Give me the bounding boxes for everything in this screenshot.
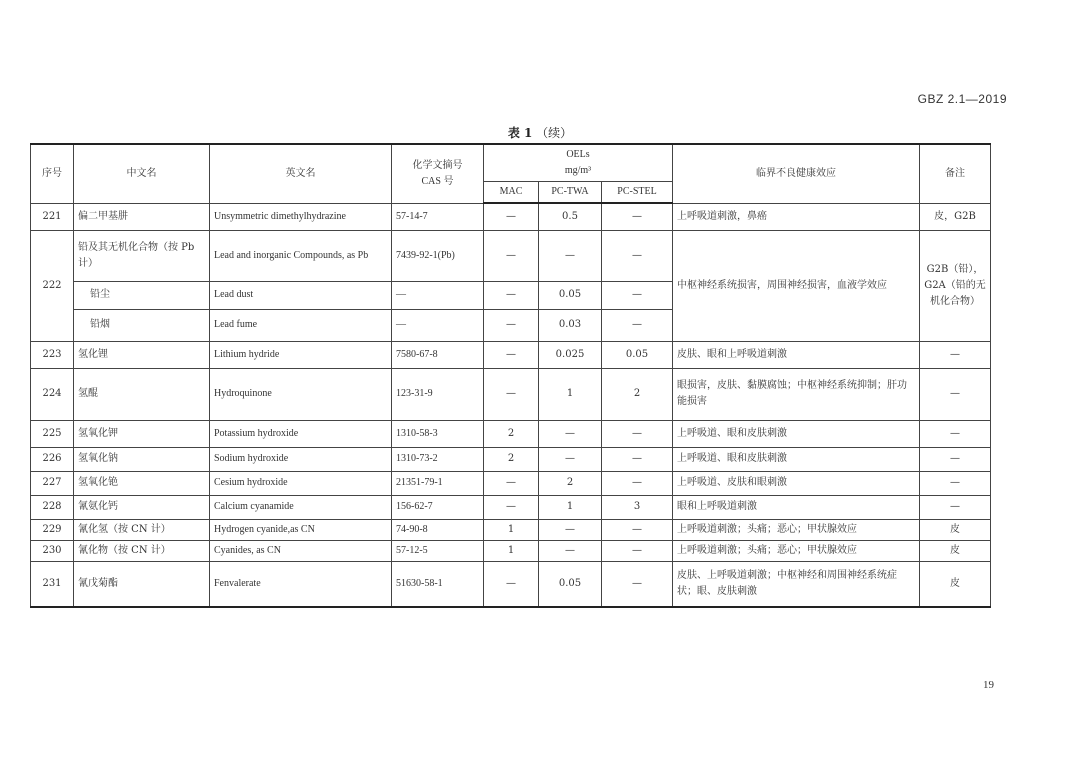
cell-seq: 230 — [31, 540, 74, 561]
cell-note: — — [920, 420, 991, 447]
cell-mac: 2 — [484, 447, 539, 471]
col-header-note: 备注 — [920, 144, 991, 203]
col-header-pc-twa: PC-TWA — [539, 181, 602, 203]
cell-pc-stel: — — [602, 519, 673, 540]
cell-mac: 1 — [484, 519, 539, 540]
cell-seq: 221 — [31, 203, 74, 230]
oel-table — [30, 143, 991, 608]
col-header-cn-name: 中文名 — [74, 144, 210, 203]
cell-pc-twa: — — [539, 230, 602, 281]
cell-en-name: Cyanides, as CN — [210, 540, 392, 561]
table-row — [31, 368, 991, 420]
cell-note: — — [920, 447, 991, 471]
cell-pc-twa: 0.05 — [539, 561, 602, 607]
cell-pc-stel: 0.05 — [602, 341, 673, 368]
cell-effect: 上呼吸道刺激；头痛；恶心；甲状腺效应 — [673, 540, 920, 561]
cell-note: 皮 — [920, 540, 991, 561]
cell-cas: 21351-79-1 — [392, 471, 484, 495]
cell-cn-name: 氰戊菊酯 — [74, 561, 210, 607]
cell-cn-name: 氰化物（按 CN 计） — [74, 540, 210, 561]
cell-pc-stel: 3 — [602, 495, 673, 519]
col-header-seq: 序号 — [31, 144, 74, 203]
cell-note: 皮 — [920, 519, 991, 540]
cell-effect: 上呼吸道刺激，鼻癌 — [673, 203, 920, 230]
cell-cn-name: 氢醌 — [74, 368, 210, 420]
cell-pc-twa: — — [539, 540, 602, 561]
cell-note: 皮 — [920, 561, 991, 607]
cell-pc-stel: — — [602, 230, 673, 281]
cell-pc-stel: — — [602, 281, 673, 309]
cell-pc-twa: 1 — [539, 495, 602, 519]
cell-cas: 1310-58-3 — [392, 420, 484, 447]
cell-mac: — — [484, 203, 539, 230]
col-header-effect: 临界不良健康效应 — [673, 144, 920, 203]
cell-note: 皮，G2B — [920, 203, 991, 230]
cell-en-name: Lead fume — [210, 309, 392, 341]
table-row — [31, 341, 991, 368]
cell-effect: 上呼吸道、皮肤和眼刺激 — [673, 471, 920, 495]
cell-note: — — [920, 495, 991, 519]
cell-pc-twa: 0.025 — [539, 341, 602, 368]
cell-cn-name: 氢化锂 — [74, 341, 210, 368]
table-row — [31, 420, 991, 447]
cell-en-name: Cesium hydroxide — [210, 471, 392, 495]
cell-en-name: Unsymmetric dimethylhydrazine — [210, 203, 392, 230]
cell-seq: 228 — [31, 495, 74, 519]
col-header-cas-line1: 化学文摘号 — [412, 159, 463, 171]
table-caption — [0, 124, 1080, 141]
table-caption-label: 表 1 — [507, 126, 533, 140]
cell-pc-twa: 1 — [539, 368, 602, 420]
cell-cas: 123-31-9 — [392, 368, 484, 420]
col-header-en-name: 英文名 — [210, 144, 392, 203]
cell-cn-name: 铅及其无机化合物（按 Pb 计） — [74, 230, 210, 281]
col-header-oels-unit: mg/m³ — [564, 164, 592, 176]
cell-mac: — — [484, 561, 539, 607]
cell-pc-stel: — — [602, 561, 673, 607]
cell-mac: — — [484, 309, 539, 341]
cell-effect: 眼损害，皮肤、黏膜腐蚀；中枢神经系统抑制；肝功能损害 — [673, 368, 920, 420]
cell-pc-twa: 0.05 — [539, 281, 602, 309]
cell-mac: 1 — [484, 540, 539, 561]
cell-cas: 7439-92-1(Pb) — [392, 230, 484, 281]
cell-pc-twa: — — [539, 447, 602, 471]
cell-cn-name: 氢氧化铯 — [74, 471, 210, 495]
cell-seq: 224 — [31, 368, 74, 420]
cell-mac: — — [484, 230, 539, 281]
cell-seq: 223 — [31, 341, 74, 368]
cell-pc-twa: — — [539, 420, 602, 447]
col-header-cas — [392, 144, 484, 203]
cell-mac: — — [484, 495, 539, 519]
cell-mac: — — [484, 368, 539, 420]
cell-seq: 227 — [31, 471, 74, 495]
cell-seq: 231 — [31, 561, 74, 607]
cell-mac: — — [484, 341, 539, 368]
cell-cas: — — [392, 281, 484, 309]
table-row — [31, 203, 991, 230]
cell-cn-name: 氢氧化钾 — [74, 420, 210, 447]
cell-cas: 74-90-8 — [392, 519, 484, 540]
cell-cas: 156-62-7 — [392, 495, 484, 519]
cell-effect: 中枢神经系统损害，周围神经损害，血液学效应 — [673, 230, 920, 341]
cell-seq: 226 — [31, 447, 74, 471]
cell-cn-name: 氰化氢（按 CN 计） — [74, 519, 210, 540]
cell-pc-twa: 0.03 — [539, 309, 602, 341]
table-row — [31, 561, 991, 607]
table-row — [31, 540, 991, 561]
table-row — [31, 495, 991, 519]
cell-note: G2B（铅），G2A（铅的无机化合物） — [920, 230, 991, 341]
cell-pc-stel: — — [602, 471, 673, 495]
cell-pc-stel: — — [602, 420, 673, 447]
page-number: 19 — [983, 679, 994, 691]
cell-mac: — — [484, 281, 539, 309]
cell-effect: 皮肤、眼和上呼吸道刺激 — [673, 341, 920, 368]
cell-effect: 上呼吸道刺激；头痛；恶心；甲状腺效应 — [673, 519, 920, 540]
cell-pc-twa: — — [539, 519, 602, 540]
cell-pc-twa: 0.5 — [539, 203, 602, 230]
cell-cn-name: 铅尘 — [74, 281, 210, 309]
cell-cas: 57-12-5 — [392, 540, 484, 561]
cell-cn-name: 铅烟 — [74, 309, 210, 341]
cell-en-name: Hydroquinone — [210, 368, 392, 420]
cell-mac: 2 — [484, 420, 539, 447]
cell-seq: 225 — [31, 420, 74, 447]
cell-en-name: Fenvalerate — [210, 561, 392, 607]
cell-note: — — [920, 471, 991, 495]
cell-effect: 上呼吸道、眼和皮肤刺激 — [673, 420, 920, 447]
cell-en-name: Hydrogen cyanide,as CN — [210, 519, 392, 540]
cell-effect: 皮肤、上呼吸道刺激；中枢神经和周围神经系统症状；眼、皮肤刺激 — [673, 561, 920, 607]
cell-en-name: Lead dust — [210, 281, 392, 309]
cell-pc-stel: — — [602, 540, 673, 561]
cell-en-name: Sodium hydroxide — [210, 447, 392, 471]
cell-effect: 上呼吸道、眼和皮肤刺激 — [673, 447, 920, 471]
cell-pc-stel: — — [602, 447, 673, 471]
cell-cas: 57-14-7 — [392, 203, 484, 230]
cell-pc-stel: 2 — [602, 368, 673, 420]
col-header-pc-stel: PC-STEL — [602, 181, 673, 203]
cell-cas: 1310-73-2 — [392, 447, 484, 471]
table-row — [31, 519, 991, 540]
col-header-mac: MAC — [484, 181, 539, 203]
cell-seq: 229 — [31, 519, 74, 540]
table-row — [31, 447, 991, 471]
cell-pc-stel: — — [602, 309, 673, 341]
table-row — [31, 471, 991, 495]
cell-cas: — — [392, 309, 484, 341]
cell-cn-name: 偏二甲基肼 — [74, 203, 210, 230]
cell-en-name: Calcium cyanamide — [210, 495, 392, 519]
table-caption-suffix: （续） — [536, 126, 573, 140]
cell-pc-stel: — — [602, 203, 673, 230]
col-header-oels — [484, 144, 673, 181]
cell-en-name: Lead and inorganic Compounds, as Pb — [210, 230, 392, 281]
cell-note: — — [920, 341, 991, 368]
cell-en-name: Lithium hydride — [210, 341, 392, 368]
cell-cn-name: 氰氨化钙 — [74, 495, 210, 519]
standard-code: GBZ 2.1—2019 — [917, 92, 1007, 106]
cell-note: — — [920, 368, 991, 420]
table-row — [31, 230, 991, 281]
cell-cas: 51630-58-1 — [392, 561, 484, 607]
cell-en-name: Potassium hydroxide — [210, 420, 392, 447]
cell-effect: 眼和上呼吸道刺激 — [673, 495, 920, 519]
cell-mac: — — [484, 471, 539, 495]
cell-cas: 7580-67-8 — [392, 341, 484, 368]
col-header-cas-line2: CAS 号 — [421, 175, 454, 187]
col-header-oels-label: OELs — [566, 148, 590, 160]
cell-seq: 222 — [31, 230, 74, 341]
cell-cn-name: 氢氧化钠 — [74, 447, 210, 471]
cell-pc-twa: 2 — [539, 471, 602, 495]
